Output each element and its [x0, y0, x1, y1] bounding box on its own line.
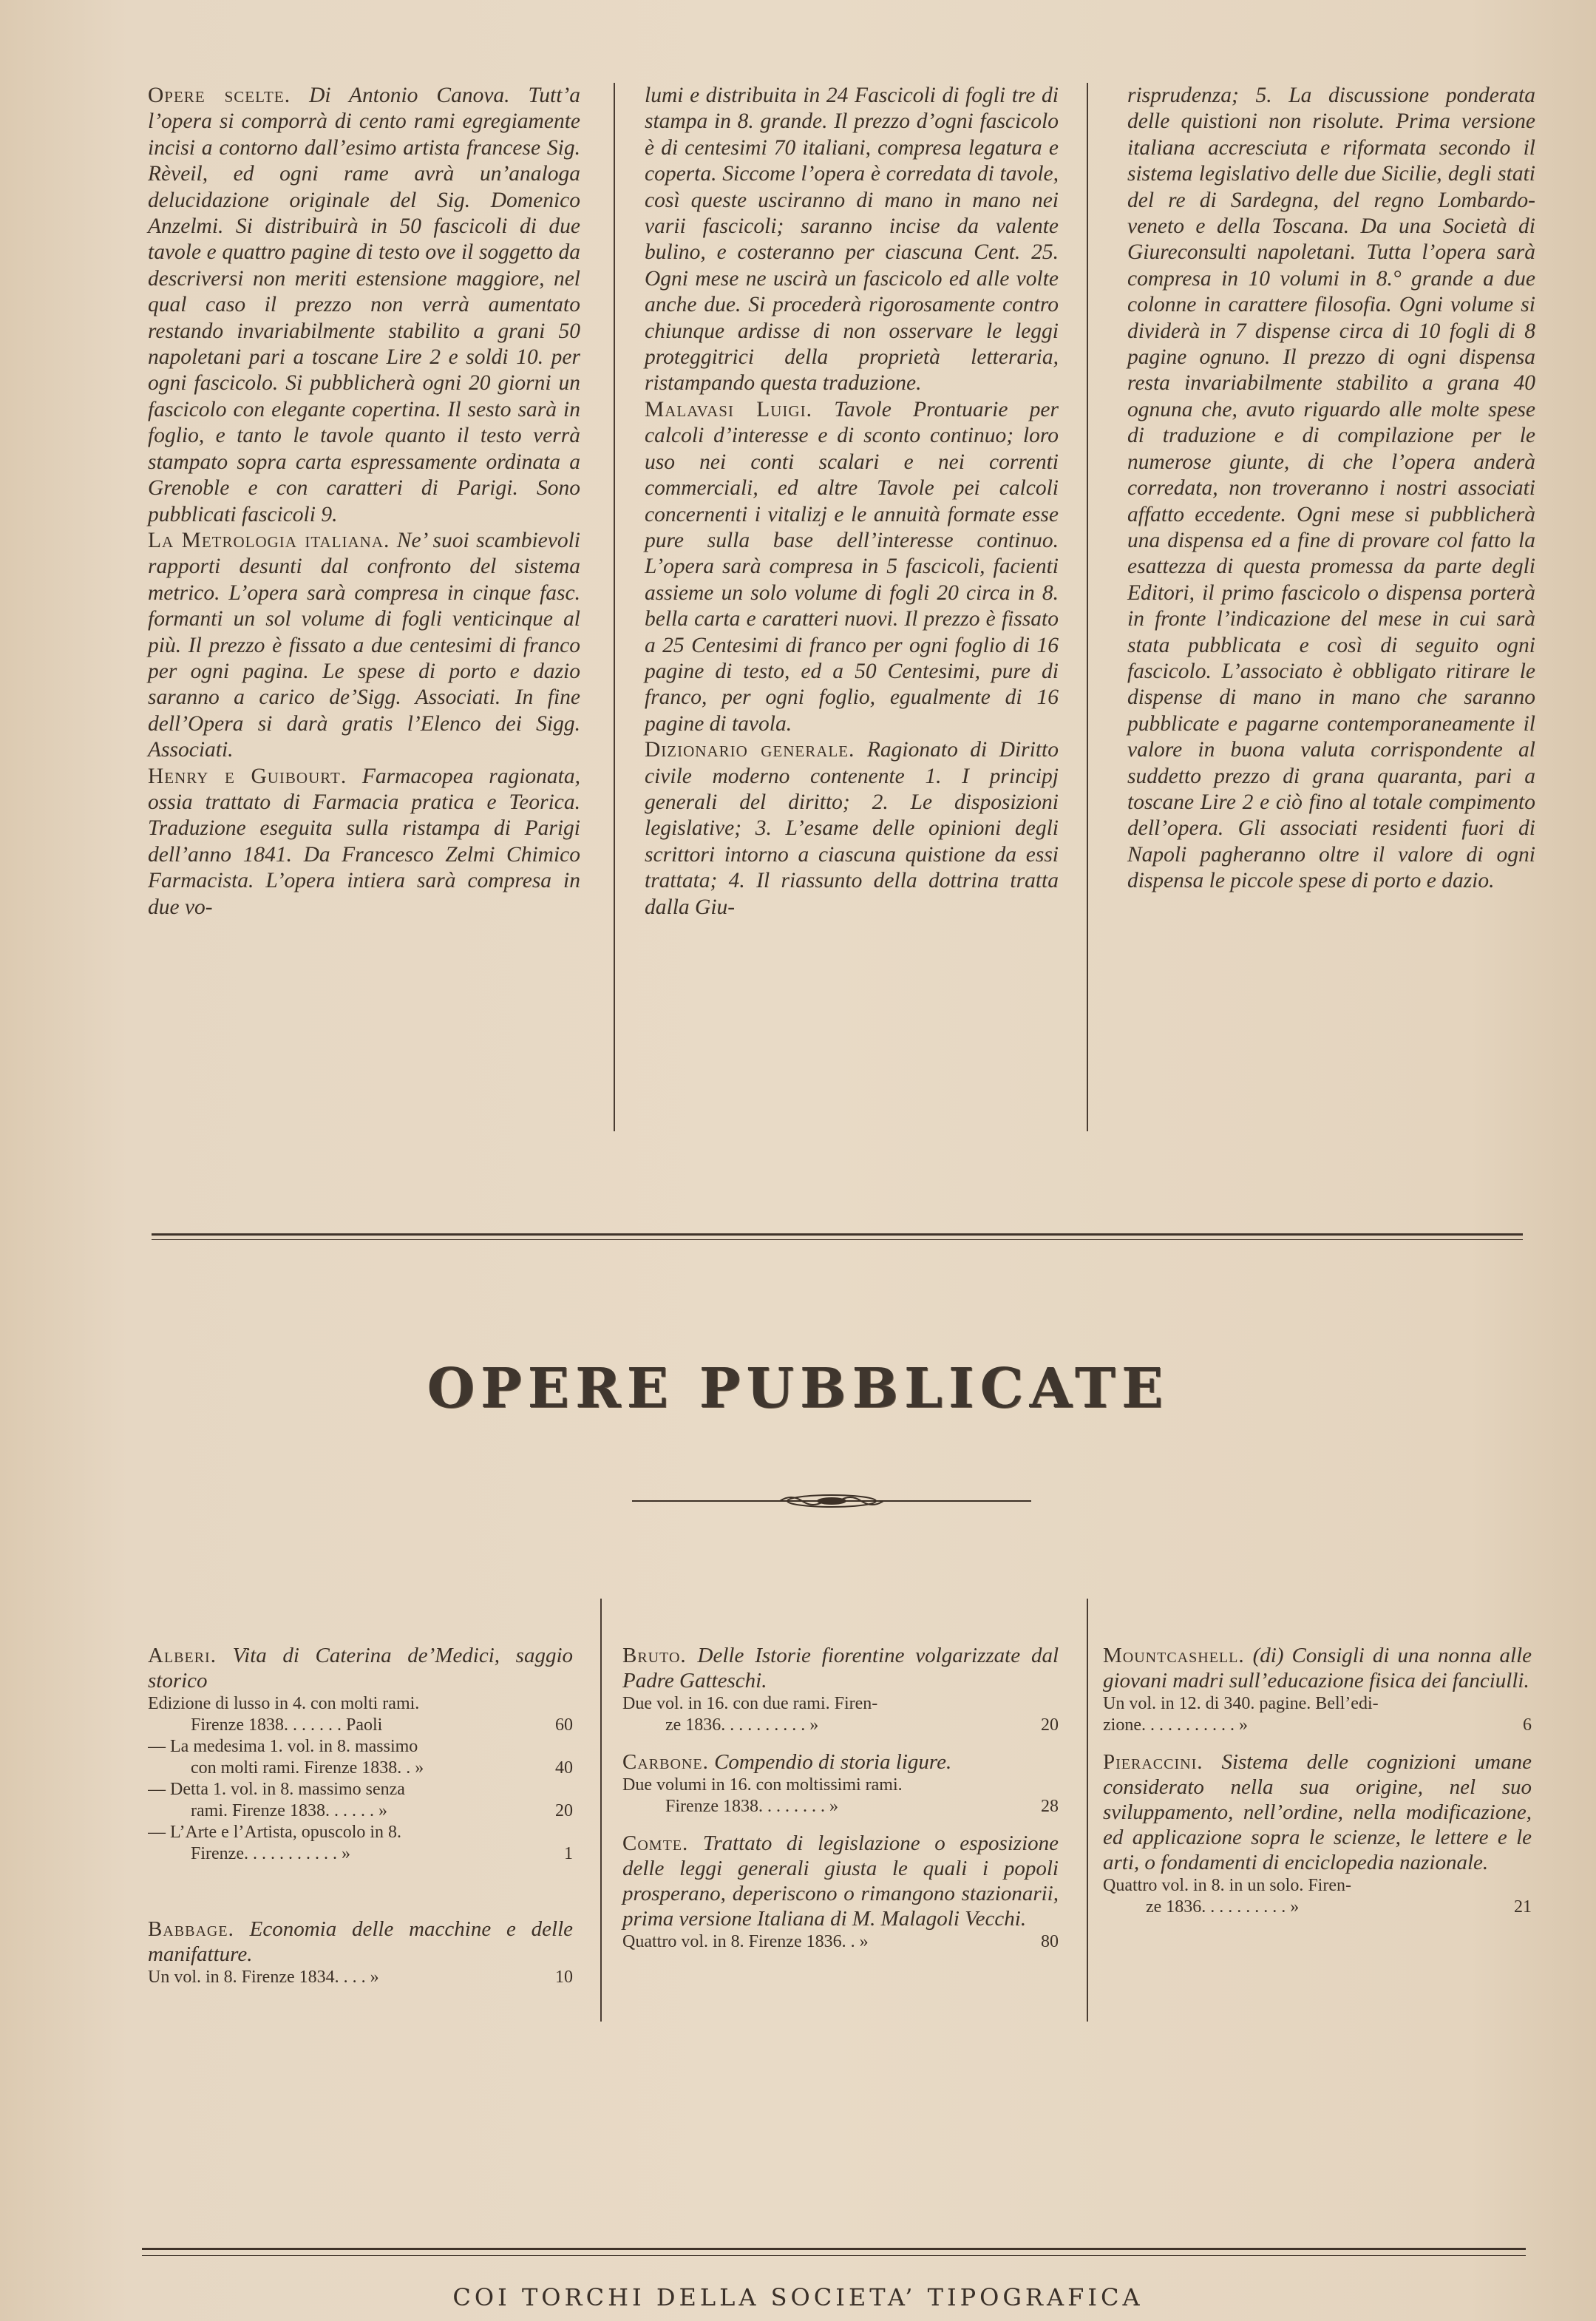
entry-description: Di Antonio Canova. Tutt’a l’opera si comporrà di cento rami egregiamente incisi a contorno dall’esimo artista francese Sig. Rèveil, ed ogni rame avrà un’analoga delucidazione originale del Sig. Domenico Anzelmi. Si distribuirà in 50 fascicoli di due tavole e quattro pagine di testo ove il soggetto da descriversi non meriti estensione maggiore, nel qual caso il prezzo non verrà aumentato restando invariabilmente stabilito a grani 50 napoletani pari a toscane Lire 2 e soldi 10. per ogni fascicolo. Si pubblicherà ogni 20 giorni un fascicolo con elegante copertina. Il sesto sarà in foglio, e tanto le tavole quanto il testo verrà stampato sopra carta espressamente ordinata a Grenoble e con caratteri di Parigi. Sono pubblicati fascicoli 9.	[148, 84, 581, 526]
book-details	[622, 1775, 1059, 1817]
edition-line	[148, 1967, 573, 1988]
edition-price: 10	[555, 1968, 573, 1987]
books-column-1	[148, 1643, 573, 2002]
book-title: (di) Consigli di una nonna alle giovani madri sull’educazione fisica dei fanciulli.	[1103, 1644, 1532, 1693]
edition-price: 28	[1041, 1797, 1059, 1816]
edition-line	[1103, 1715, 1532, 1736]
entry-description: Ragionato di Diritto civile moderno contenente 1. I principj generali del diritto; 2. Le disposizioni legislative; 3. L’esame delle opinioni degli scrittori intorno a ciascuna quistione da essi trattata; 4. Il riassunto della dottrina tratta dalla Giu-	[645, 738, 1059, 919]
edition-price: 6	[1523, 1715, 1532, 1735]
book-title-line	[148, 1643, 573, 1693]
book-title: Economia delle macchine e delle manifatture.	[148, 1917, 573, 1966]
section-divider-rule-thin	[152, 1239, 1523, 1240]
book-details	[622, 1931, 1059, 1953]
edition-text: Edizione di lusso in 4. con molti rami.	[148, 1694, 420, 1713]
book-author: Bruto.	[622, 1644, 687, 1667]
book-title-line	[1103, 1643, 1532, 1693]
announcement-entry	[148, 528, 580, 764]
entry-description: risprudenza; 5. La discussione ponderata delle quistioni non risolute. Prima versione italiana accresciuta e riformata secondo il sistema legislativo delle due Sicilie, degli stati del re di Sardegna, del regno Lombardo-veneto e della Toscana. Da una Società di Giureconsulti napoletani. Tutta l’opera sarà compresa in 10 volumi in 8.° grande a due colonne in carattere filosofia. Ogni volume si dividerà in 7 dispense circa di 10 fogli di 8 pagine ognuno. Il prezzo di ogni dispensa resta invariabilmente stabilito a grana 40 ognuna che, avuto riguardo alle molte spese di traduzione e di compilazione per le numerose giunte, di che l’opera anderà corredata, non troveranno i nostri associati affatto eccedente. Ogni mese si pubblicherà una dispensa ed a fine di provare col fatto la esattezza di questa promessa da parte degli Editori, il primo fascicolo o dispensa porterà in fronte l’indicazione del mese in cui sarà stata pubblicata e così di seguito ogni fascicolo. L’associato è obbligato ritirare le dispense di mano in mano che saranno pubblicate e pagarne contemporaneamente il valore in buona valuta corrispondente al suddetto prezzo di grana quaranta, pari a toscane Lire 2 e ciò fino al totale compimento dell’opera. Gli associati residenti fuori di Napoli pagheranno oltre il valore di ogni dispensa le piccole spese di porto e dazio.	[1127, 84, 1535, 893]
book-listing	[1103, 1643, 1532, 1736]
announcement-entry	[645, 83, 1059, 397]
entry-heading: Henry e Guibourt.	[148, 764, 347, 788]
edition-line	[148, 1693, 573, 1715]
announcement-entry	[148, 83, 580, 528]
book-details	[1103, 1693, 1532, 1736]
ornament-rule-icon	[632, 1490, 1031, 1512]
edition-text: Firenze 1838. . . . . . . . »	[665, 1797, 838, 1816]
book-listing	[622, 1643, 1059, 1736]
book-title: Delle Istorie fiorentine volgarizzate dal Padre Gatteschi.	[622, 1644, 1059, 1693]
edition-text: Quattro vol. in 8. in un solo. Firen-	[1103, 1876, 1351, 1895]
entry-description: lumi e distribuita in 24 Fascicoli di fogli tre di stampa in 8. grande. Il prezzo d’ogni fascicolo è di centesimi 70 italiani, compresa legatura e coperta. Siccome l’opera è corredata di tavole, così queste usciranno di mano in mano nei varii fascicoli; saranno incise da valente bulino, e costeranno per ciascuna Cent. 25. Ogni mese ne uscirà un fascicolo ed alle volte anche due. Si procederà rigorosamente contro chiunque ardisse di non osservare le leggi proteggitrici della proprietà letteraria, ristampando questa traduzione.	[645, 84, 1059, 396]
book-author: Pieraccini.	[1103, 1750, 1203, 1774]
book-author: Mountcashell.	[1103, 1644, 1245, 1667]
edition-line	[622, 1796, 1059, 1817]
book-author: Comte.	[622, 1832, 689, 1855]
edition-price: 1	[564, 1844, 573, 1863]
section-divider-rule	[152, 1233, 1523, 1236]
books-column-2	[622, 1643, 1059, 1966]
entry-heading: Dizionario generale.	[645, 738, 855, 762]
edition-text: — La medesima 1. vol. in 8. massimo	[148, 1737, 418, 1756]
book-listing	[622, 1749, 1059, 1817]
edition-text: ze 1836. . . . . . . . . . »	[665, 1715, 819, 1735]
edition-text: rami. Firenze 1838. . . . . . »	[191, 1801, 387, 1820]
edition-price: 20	[1041, 1715, 1059, 1735]
book-title-line	[622, 1831, 1059, 1931]
announcement-entry	[148, 764, 580, 921]
entry-heading: Opere scelte.	[148, 84, 291, 107]
book-title-line	[148, 1917, 573, 1967]
edition-text: Quattro vol. in 8. Firenze 1836. . »	[622, 1932, 869, 1951]
book-title-line	[622, 1643, 1059, 1693]
book-listing	[148, 1643, 573, 1865]
edition-line	[1103, 1693, 1532, 1715]
edition-line	[148, 1736, 573, 1758]
book-title: Compendio di storia ligure.	[714, 1750, 952, 1774]
column-divider	[1087, 1599, 1088, 2022]
announcements-column-2	[645, 83, 1059, 921]
edition-text: Firenze 1838. . . . . . . Paoli	[191, 1715, 383, 1735]
edition-text: con molti rami. Firenze 1838. . »	[191, 1758, 424, 1778]
book-title: Trattato di legislazione o esposizione delle leggi generali giusta le quali i popoli prosperano, deperiscono o rimangono stazionarii, prima versione Italiana di M. Malagoli Vecchi.	[622, 1832, 1059, 1931]
edition-price: 40	[555, 1758, 573, 1778]
entry-description: Ne’ suoi scambievoli rapporti desunti dal confronto del sistema metrico. L’opera sarà compresa in cinque fasc. formanti un sol volume di fogli venticinque al più. Il prezzo è fissato a due centesimi di franco per ogni pagina. Le spese di porto e dazio saranno a carico de’Sigg. Associati. In fine dell’Opera si darà gratis l’Elenco dei Sigg. Associati.	[148, 528, 580, 762]
book-details	[148, 1693, 573, 1865]
edition-price: 80	[1041, 1932, 1059, 1951]
entry-heading: Malavasi Luigi.	[645, 397, 812, 421]
book-title: Vita di Caterina de’Medici, saggio storico	[148, 1644, 573, 1693]
edition-line	[148, 1800, 573, 1822]
edition-line	[148, 1822, 573, 1843]
announcement-entry	[645, 737, 1059, 921]
book-details	[622, 1693, 1059, 1736]
edition-price: 21	[1514, 1897, 1532, 1917]
edition-price: 20	[555, 1801, 573, 1820]
footer-rule-thin	[142, 2255, 1526, 2256]
book-author: Babbage.	[148, 1917, 234, 1941]
edition-price: 60	[555, 1715, 573, 1735]
announcements-column-3	[1127, 83, 1535, 895]
edition-text: Un vol. in 8. Firenze 1834. . . . »	[148, 1968, 379, 1987]
book-listing	[148, 1917, 573, 1988]
book-author: Carbone.	[622, 1750, 709, 1774]
book-title-line	[1103, 1749, 1532, 1875]
entry-description: Farmacopea ragionata, ossia trattato di Farmacia pratica e Teorica. Traduzione eseguita sulla ristampa di Parigi dell’anno 1841. Da Francesco Zelmi Chimico Farmacista. L’opera intiera sarà compresa in due vo-	[148, 764, 580, 919]
edition-text: Due vol. in 16. con due rami. Firen-	[622, 1694, 878, 1713]
edition-text: ze 1836. . . . . . . . . . »	[1146, 1897, 1300, 1917]
book-details	[1103, 1875, 1532, 1918]
edition-text: — L’Arte e l’Artista, opuscolo in 8.	[148, 1823, 402, 1842]
book-details	[148, 1967, 573, 1988]
edition-text: Due volumi in 16. con moltissimi rami.	[622, 1775, 903, 1795]
printer-footer: COI TORCHI DELLA SOCIETA’ TIPOGRAFICA	[452, 2283, 1144, 2311]
announcement-entry	[645, 397, 1059, 737]
book-author: Alberi.	[148, 1644, 217, 1667]
edition-line	[148, 1843, 573, 1865]
edition-line	[148, 1715, 573, 1736]
book-listing	[1103, 1749, 1532, 1918]
edition-line	[622, 1775, 1059, 1796]
edition-line	[622, 1715, 1059, 1736]
edition-text: Un vol. in 12. di 340. pagine. Bell’edi-	[1103, 1694, 1379, 1713]
entry-description: Tavole Prontuarie per calcoli d’interesse e di sconto continuo; loro uso nei conti scalari e nei correnti commerciali, ed altre Tavole pei calcoli concernenti i vitalizj e le annuità formate esse pure sulla base dell’interesse continuo. L’opera sarà compresa in 5 fascicoli, facienti assieme un solo volume di fogli 20 circa in 8. bella carta e caratteri nuovi. Il prezzo è fissato a 25 Centesimi di franco per ogni foglio di 16 pagine di testo, ed a 50 Centesimi, pure di franco, per ogni foglio, egualmente di 16 pagine di tavola.	[645, 397, 1059, 736]
announcements-column-1	[148, 83, 580, 921]
footer-rule	[142, 2248, 1526, 2250]
section-title: OPERE PUBBLICATE	[427, 1357, 1169, 1420]
edition-line	[622, 1931, 1059, 1953]
books-column-3	[1103, 1643, 1532, 1931]
edition-text: — Detta 1. vol. in 8. massimo senza	[148, 1780, 405, 1799]
book-listing	[622, 1831, 1059, 1953]
edition-text: zione. . . . . . . . . . . »	[1103, 1715, 1248, 1735]
column-divider	[600, 1599, 602, 2022]
edition-text: Firenze. . . . . . . . . . . »	[191, 1844, 350, 1863]
book-title: Sistema delle cognizioni umane considerato nella sua origine, nel suo sviluppamento, nell’ordine, nella modificazione, ed applicazione sopra le scienze, le lettere e le arti, o fondamenti di enciclopedia nazionale.	[1103, 1750, 1532, 1874]
edition-line	[148, 1779, 573, 1800]
edition-line	[1103, 1897, 1532, 1918]
entry-heading: La Metrologia italiana.	[148, 528, 390, 552]
edition-line	[148, 1758, 573, 1779]
book-title-line	[622, 1749, 1059, 1775]
column-divider	[1087, 83, 1088, 1131]
announcement-entry	[1127, 83, 1535, 895]
column-divider	[614, 83, 615, 1131]
edition-line	[1103, 1875, 1532, 1897]
edition-line	[622, 1693, 1059, 1715]
